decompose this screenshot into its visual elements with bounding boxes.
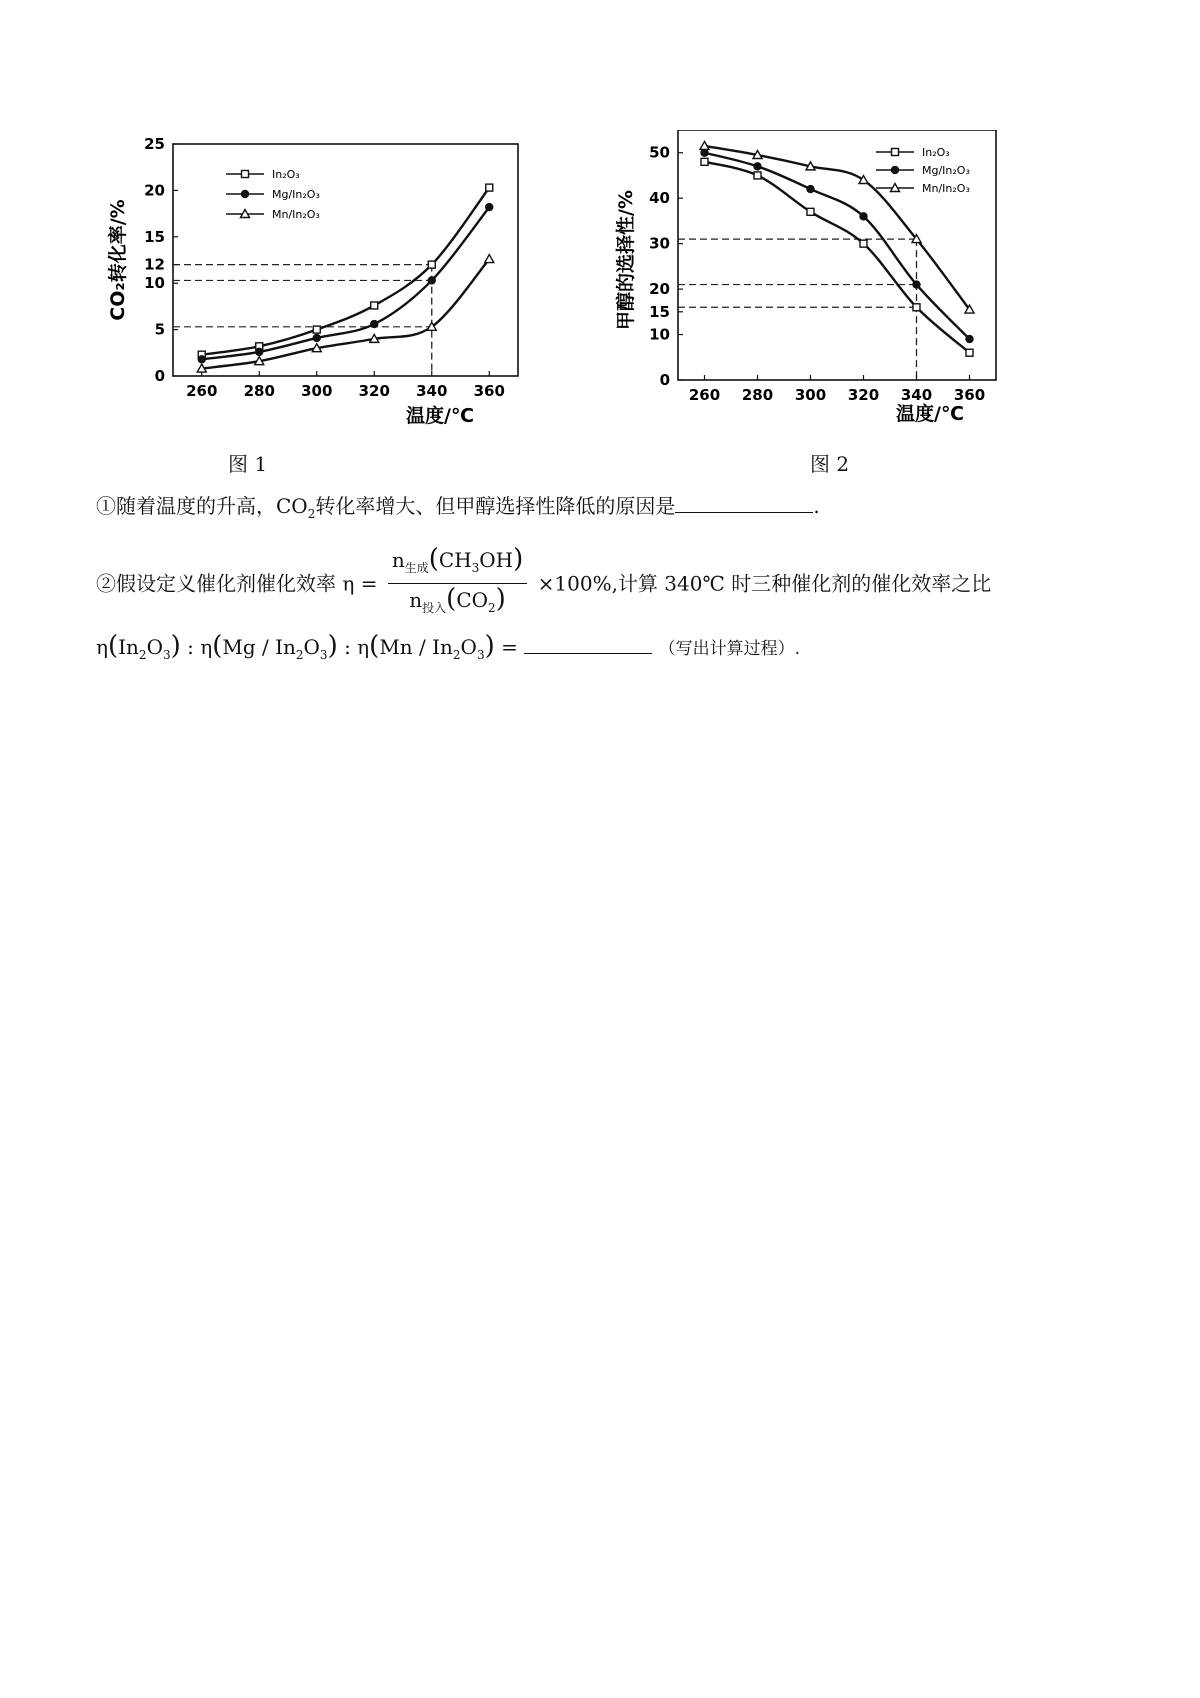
y-tick-label: 10 — [649, 325, 670, 344]
q1-end: . — [813, 494, 820, 518]
legend-label: In₂O₃ — [922, 146, 950, 159]
x-tick-label: 320 — [847, 386, 880, 404]
x-tick-label: 360 — [953, 386, 986, 404]
y-tick-label: 0 — [659, 371, 670, 389]
legend-marker — [242, 171, 249, 178]
x-tick-label: 360 — [473, 382, 505, 400]
data-point-in2o3 — [913, 304, 920, 311]
series-line-mn-in2o3 — [202, 259, 490, 369]
data-point-mn-in2o3 — [485, 255, 494, 263]
efficiency-fraction — [388, 544, 527, 623]
colon-1: : — [180, 635, 201, 659]
y-tick-label: 0 — [154, 367, 165, 385]
data-point-mg-in2o3 — [313, 334, 321, 342]
data-point-mg-in2o3 — [485, 203, 493, 211]
q1-co: CO — [276, 494, 308, 518]
series-line-mg-in2o3 — [705, 153, 970, 339]
x-tick-label: 340 — [900, 386, 933, 404]
legend-label: Mn/In₂O₃ — [272, 208, 320, 221]
sub-2-a: 2 — [138, 648, 147, 662]
in-1: In — [118, 635, 139, 659]
denominator-n: n — [409, 588, 423, 612]
y-tick-label: 25 — [144, 135, 165, 153]
data-point-in2o3 — [428, 261, 435, 268]
denominator-co: CO — [456, 588, 489, 612]
efficiency-ratio-line: $\eta(In_2O_3)$ : $\eta(Mg / In_2O_3)$ : $\eta(Mn / In_2O_3)$ = （写出计算过程）. — [96, 631, 800, 662]
sub-3-b: 3 — [319, 648, 328, 662]
x-tick-label: 300 — [794, 386, 827, 404]
q2-prefix: ②假设定义催化剂催化效率 η = — [96, 571, 378, 596]
denominator-sub: 投入 — [422, 601, 447, 615]
data-point-mg-in2o3 — [859, 212, 867, 220]
y-tick-label: 50 — [649, 143, 670, 162]
data-point-mg-in2o3 — [912, 280, 920, 288]
y-tick-label: 20 — [144, 181, 165, 200]
denominator-sub2: 2 — [488, 601, 496, 615]
data-point-mg-in2o3 — [428, 276, 436, 284]
data-point-in2o3 — [371, 302, 378, 309]
data-point-in2o3 — [313, 326, 320, 333]
legend-label: Mg/In₂O₃ — [272, 188, 320, 201]
figure-1-caption: 图 1 — [228, 452, 268, 476]
data-point-in2o3 — [966, 349, 973, 356]
x-tick-label: 260 — [186, 382, 218, 400]
y-tick-label: 15 — [144, 227, 165, 246]
q1-prefix: ①随着温度的升高， — [96, 494, 276, 518]
colon-2: : — [337, 635, 358, 659]
q1-co-subscript: 2 — [307, 507, 316, 521]
fraction-denominator: $n_{投入}(CO_2)$ — [409, 584, 506, 615]
y-axis-label: CO₂转化率/% — [107, 199, 129, 321]
y-tick-label: 20 — [649, 280, 670, 299]
figure-2 — [610, 130, 1020, 440]
y-tick-label: 40 — [649, 189, 670, 208]
sub-2-b: 2 — [295, 648, 304, 662]
legend-label: In₂O₃ — [272, 168, 300, 181]
data-point-in2o3 — [807, 208, 814, 215]
o-2: O — [303, 635, 320, 659]
numerator-sub3: 3 — [471, 561, 480, 575]
q1-answer-blank[interactable] — [675, 511, 813, 513]
data-point-in2o3 — [701, 158, 708, 165]
x-tick-label: 320 — [358, 382, 390, 400]
y-tick-label: 30 — [649, 234, 670, 253]
y-tick-label: 12 — [144, 255, 165, 274]
legend-marker — [241, 190, 249, 198]
data-point-mg-in2o3 — [370, 320, 378, 328]
question-2 — [96, 544, 991, 623]
x-tick-label: 280 — [741, 386, 774, 404]
x-tick-label: 260 — [688, 386, 721, 404]
q1-text: 转化率增大、但甲醇选择性降低的原因是 — [315, 494, 676, 518]
data-point-mg-in2o3 — [965, 335, 973, 343]
data-point-mg-in2o3 — [753, 162, 761, 170]
mn-in: Mn / In — [379, 635, 453, 659]
sub-2-c: 2 — [452, 648, 461, 662]
question-1 — [96, 492, 820, 528]
q2-note: （写出计算过程）. — [658, 639, 800, 659]
methanol-selectivity-chart — [610, 130, 1020, 440]
eta-2: η — [200, 635, 213, 659]
legend-label: Mg/In₂O₃ — [922, 164, 970, 177]
x-tick-label: 300 — [301, 382, 333, 400]
data-point-mg-in2o3 — [255, 348, 263, 356]
equals: = — [494, 635, 518, 659]
data-point-in2o3 — [860, 240, 867, 247]
data-point-mg-in2o3 — [198, 355, 206, 363]
fraction-numerator: $n_{生成}(CH_3OH)$ — [388, 544, 527, 584]
sub-3-a: 3 — [162, 648, 171, 662]
q2-answer-blank[interactable] — [524, 652, 652, 654]
mg-in: Mg / In — [222, 635, 296, 659]
data-point-mg-in2o3 — [806, 185, 814, 193]
q2-times: ×100% — [537, 571, 612, 596]
q2-rest: ,计算 340℃ 时三种催化剂的催化效率之比 — [611, 571, 992, 596]
y-tick-label: 5 — [154, 320, 165, 339]
x-tick-label: 340 — [416, 382, 448, 400]
data-point-in2o3 — [486, 184, 493, 191]
x-axis-label: 温度/℃ — [896, 403, 964, 425]
y-axis-label: 甲醇的选择性/% — [615, 190, 637, 330]
co2-conversion-chart — [100, 130, 560, 440]
eta-3: η — [357, 635, 370, 659]
sub-3-c: 3 — [476, 648, 485, 662]
eta-1: η — [96, 635, 108, 659]
y-tick-label: 15 — [649, 302, 670, 321]
numerator-oh: OH — [479, 548, 514, 572]
y-tick-label: 10 — [144, 274, 165, 293]
figure-1 — [100, 130, 560, 440]
numerator-n: n — [391, 548, 405, 572]
legend-marker — [891, 166, 899, 174]
figure-2-caption: 图 2 — [810, 452, 850, 476]
plot-frame — [173, 144, 518, 376]
x-tick-label: 280 — [243, 382, 275, 400]
series-line-mg-in2o3 — [202, 207, 490, 359]
legend-label: Mn/In₂O₃ — [922, 182, 970, 195]
data-point-in2o3 — [754, 172, 761, 179]
x-axis-label: 温度/℃ — [406, 405, 474, 427]
legend-marker — [892, 149, 899, 156]
o-1: O — [146, 635, 163, 659]
numerator-ch: CH — [438, 548, 472, 572]
numerator-sub: 生成 — [404, 561, 429, 575]
o-3: O — [460, 635, 477, 659]
